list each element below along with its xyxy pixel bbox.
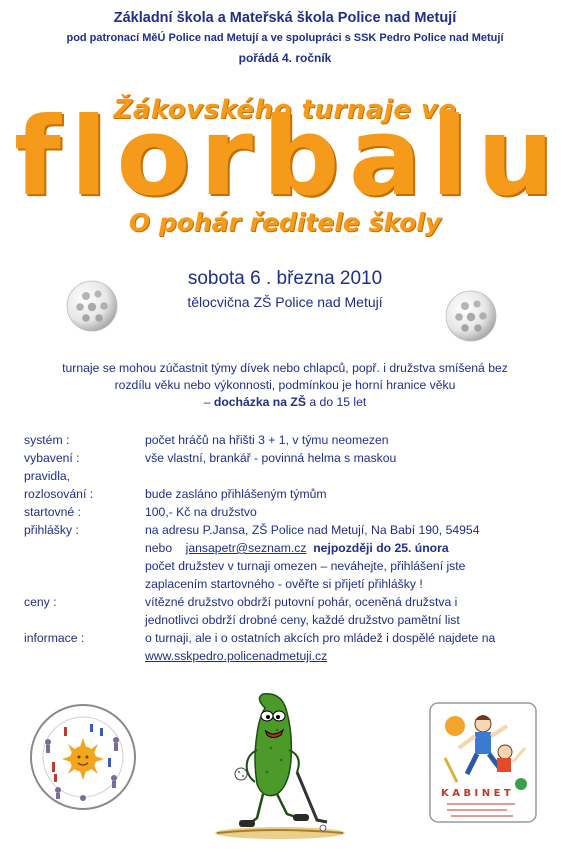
floorball-cucumber-cartoon-icon bbox=[205, 690, 345, 840]
intro-dash: – bbox=[203, 395, 214, 409]
intro-line bbox=[30, 394, 540, 411]
intro-line: turnaje se mohou zúčastnit týmy dívek nebo chlapců, popř. i družstva smíšená bez bbox=[62, 361, 508, 375]
info-label: startovné : bbox=[24, 505, 81, 519]
info-label: pravidla, bbox=[24, 469, 71, 483]
info-value: jednotlivci obdrží drobné ceny, každé družstvo pamětní list bbox=[145, 613, 460, 627]
info-value: počet družstev v turnaji omezen – neváhejte, přihlášení jste bbox=[145, 559, 466, 573]
title-line2: O pohár ředitele školy bbox=[128, 208, 442, 237]
title-letter: r bbox=[199, 95, 254, 220]
info-row-signup bbox=[24, 523, 554, 540]
signup-or: nebo bbox=[145, 541, 173, 555]
title-letter: f bbox=[14, 95, 61, 220]
info-label: informace : bbox=[24, 631, 85, 645]
info-value: bude zasláno přihlášeným týmům bbox=[145, 487, 327, 501]
info-label: ceny : bbox=[24, 595, 57, 609]
event-date: sobota 6 . března 2010 bbox=[187, 268, 383, 289]
info-value: zaplacením startovného - ověřte si přijetí přihlášky ! bbox=[145, 577, 423, 591]
header-patronage: pod patronací MěÚ Police nad Metují a ve spolupráci s SSK Pedro Police nad Metují bbox=[66, 32, 504, 44]
info-value: vše vlastní, brankář - povinná helma s maskou bbox=[145, 451, 397, 465]
intro-paragraph bbox=[30, 360, 540, 411]
info-label: přihlášky : bbox=[24, 523, 79, 537]
website-link[interactable]: www.sskpedro.policenadmetuji.cz bbox=[145, 649, 328, 663]
title-letter: l bbox=[430, 95, 468, 220]
info-row-signup-limit bbox=[24, 559, 554, 576]
info-value: počet hráčů na hřišti 3 + 1, v týmu neomezen bbox=[145, 433, 389, 447]
info-row-signup-email bbox=[24, 541, 554, 558]
title-letter: b bbox=[262, 95, 340, 220]
kabinet-logo-icon bbox=[427, 700, 539, 825]
info-value bbox=[145, 541, 449, 555]
title-line1: Žákovského turnaje ve bbox=[113, 95, 457, 125]
info-row-prizes-2 bbox=[24, 613, 554, 630]
signup-deadline: nejpozději do 25. února bbox=[313, 541, 449, 555]
header-edition: pořádá 4. ročník bbox=[238, 51, 332, 65]
info-row-equipment bbox=[24, 451, 554, 468]
info-row-contact bbox=[24, 631, 554, 648]
info-row-contact-url bbox=[24, 649, 554, 666]
info-value: 100,- Kč na družstvo bbox=[145, 505, 257, 519]
info-row-rules bbox=[24, 469, 554, 486]
intro-line: rozdílu věku nebo výkonnosti, podmínkou je horní hranice věku bbox=[114, 378, 456, 392]
title-letter: a bbox=[348, 95, 422, 220]
title-letter: l bbox=[70, 95, 108, 220]
title-florbalu bbox=[14, 95, 554, 220]
title-letter: u bbox=[477, 95, 554, 220]
info-value: na adresu P.Jansa, ZŠ Police nad Metují, Na Babí 190, 54954 bbox=[145, 523, 480, 537]
ssk-pedro-logo-icon bbox=[28, 702, 138, 812]
title-letter: o bbox=[116, 95, 191, 220]
info-row-fee bbox=[24, 505, 554, 522]
info-label: rozlosování : bbox=[24, 487, 94, 501]
info-table bbox=[24, 433, 554, 673]
event-venue: tělocvična ZŠ Police nad Metují bbox=[187, 294, 383, 310]
svg-text:K A B I N E T: K A B I N E T bbox=[441, 788, 511, 799]
info-row-prizes bbox=[24, 595, 554, 612]
header-school-name: Základní škola a Mateřská škola Police nad Metují bbox=[113, 10, 457, 26]
email-link[interactable]: jansapetr@seznam.cz bbox=[185, 541, 307, 555]
intro-age-limit: a do 15 let bbox=[305, 395, 367, 409]
info-label: systém : bbox=[24, 433, 70, 447]
info-value: o turnaji, ale i o ostatních akcích pro mládež i dospělé najdete na bbox=[145, 631, 496, 645]
info-row-signup-confirm bbox=[24, 577, 554, 594]
info-value: vítězné družstvo obdrží putovní pohár, oceněná družstva i bbox=[145, 595, 458, 609]
info-label: vybavení : bbox=[24, 451, 80, 465]
info-row-draw bbox=[24, 487, 554, 504]
intro-school-requirement: docházka na ZŠ bbox=[213, 395, 306, 409]
info-row-system bbox=[24, 433, 554, 450]
